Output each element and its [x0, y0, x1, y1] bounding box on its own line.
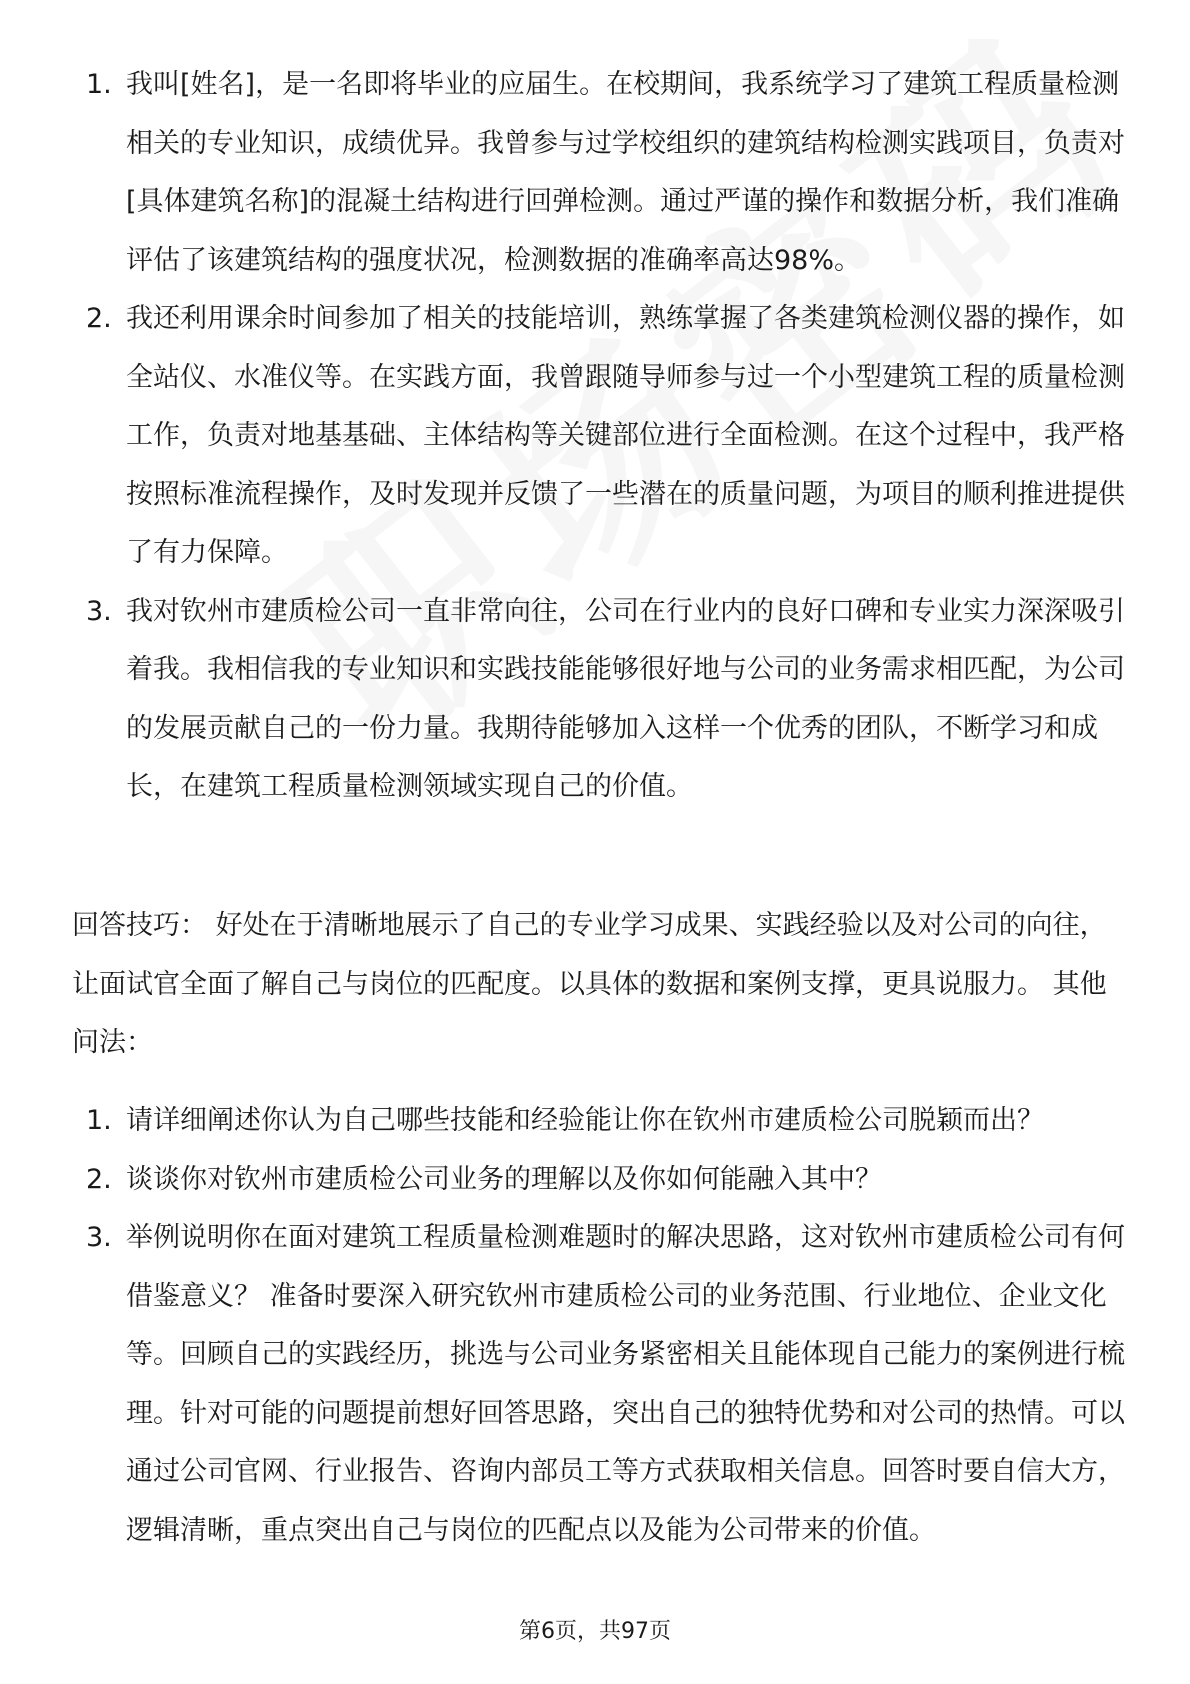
list-number: 1. [86, 69, 112, 100]
list-number: 3. [86, 595, 112, 627]
list-item-text: 我还利用课余时间参加了相关的技能培训，熟练掌握了各类建筑检测仪器的操作，如全站仪、水准仪等。在实践方面，我曾跟随导师参与过一个小型建筑工程的质量检测工作，负责对地基基础、主体结构等关键部位进行全面检测。在这个过程中，我严格按照标准流程操作，及时发现并反馈了一些潜在的质量问题，为项目的顺利推进提供了有力保障。 [126, 303, 1125, 568]
list-item [0, 1209, 1190, 1560]
list-item-text: 举例说明你在面对建筑工程质量检测难题时的解决思路，这对钦州市建质检公司有何借鉴意义？ 准备时要深入研究钦州市建质检公司的业务范围、行业地位、企业文化等。回顾自己的实践经历，挑选与公司业务紧密相关且能体现自己能力的案例进行梳理。针对可能的问题提前想好回答思路，突出自己的独特优势和对公司的热情。可以通过公司官网、行业报告、咨询内部员工等方式获取相关信息。回答时要自信大方，逻辑清晰，重点突出自己与岗位的匹配点以及能为公司带来的价值。 [126, 1222, 1125, 1546]
page-footer: 第6页，共97页 [519, 1619, 671, 1644]
list-number: 2. [86, 303, 112, 334]
list-item [0, 583, 1190, 817]
list-item-text: 我对钦州市建质检公司一直非常向往，公司在行业内的良好口碑和专业实力深深吸引着我。我相信我的专业知识和实践技能能够很好地与公司的业务需求相匹配，为公司的发展贡献自己的一份力量。我期待能够加入这样一个优秀的团队，不断学习和成长，在建筑工程质量检测领域实现自己的价值。 [126, 595, 1125, 802]
list-item-text: 我叫[姓名]，是一名即将毕业的应届生。在校期间，我系统学习了建筑工程质量检测相关的专业知识，成绩优异。我曾参与过学校组织的建筑结构检测实践项目，负责对[具体建筑名称]的混凝土结构进行回弹检测。通过严谨的操作和数据分析，我们准确评估了该建筑结构的强度状况，检测数据的准确率高达98%。 [126, 69, 1125, 276]
other-questions-list [0, 1092, 1190, 1560]
list-item [0, 1092, 1190, 1151]
list-number: 2. [86, 1163, 112, 1195]
list-item [0, 290, 1190, 583]
list-number: 3. [86, 1222, 112, 1253]
list-number: 1. [86, 1105, 112, 1136]
list-item [0, 56, 1190, 290]
answer-tips-paragraph: 回答技巧： 好处在于清晰地展示了自己的专业学习成果、实践经验以及对公司的向往，让面试官全面了解自己与岗位的匹配度。以具体的数据和案例支撑，更具说服力。 其他问法： [72, 910, 1107, 1058]
list-item-text: 请详细阐述你认为自己哪些技能和经验能让你在钦州市建质检公司脱颖而出？ [126, 1105, 1044, 1136]
list-item-text: 谈谈你对钦州市建质检公司业务的理解以及你如何能融入其中？ [126, 1163, 882, 1195]
list-item [0, 1151, 1190, 1210]
answer-list [0, 56, 1190, 817]
